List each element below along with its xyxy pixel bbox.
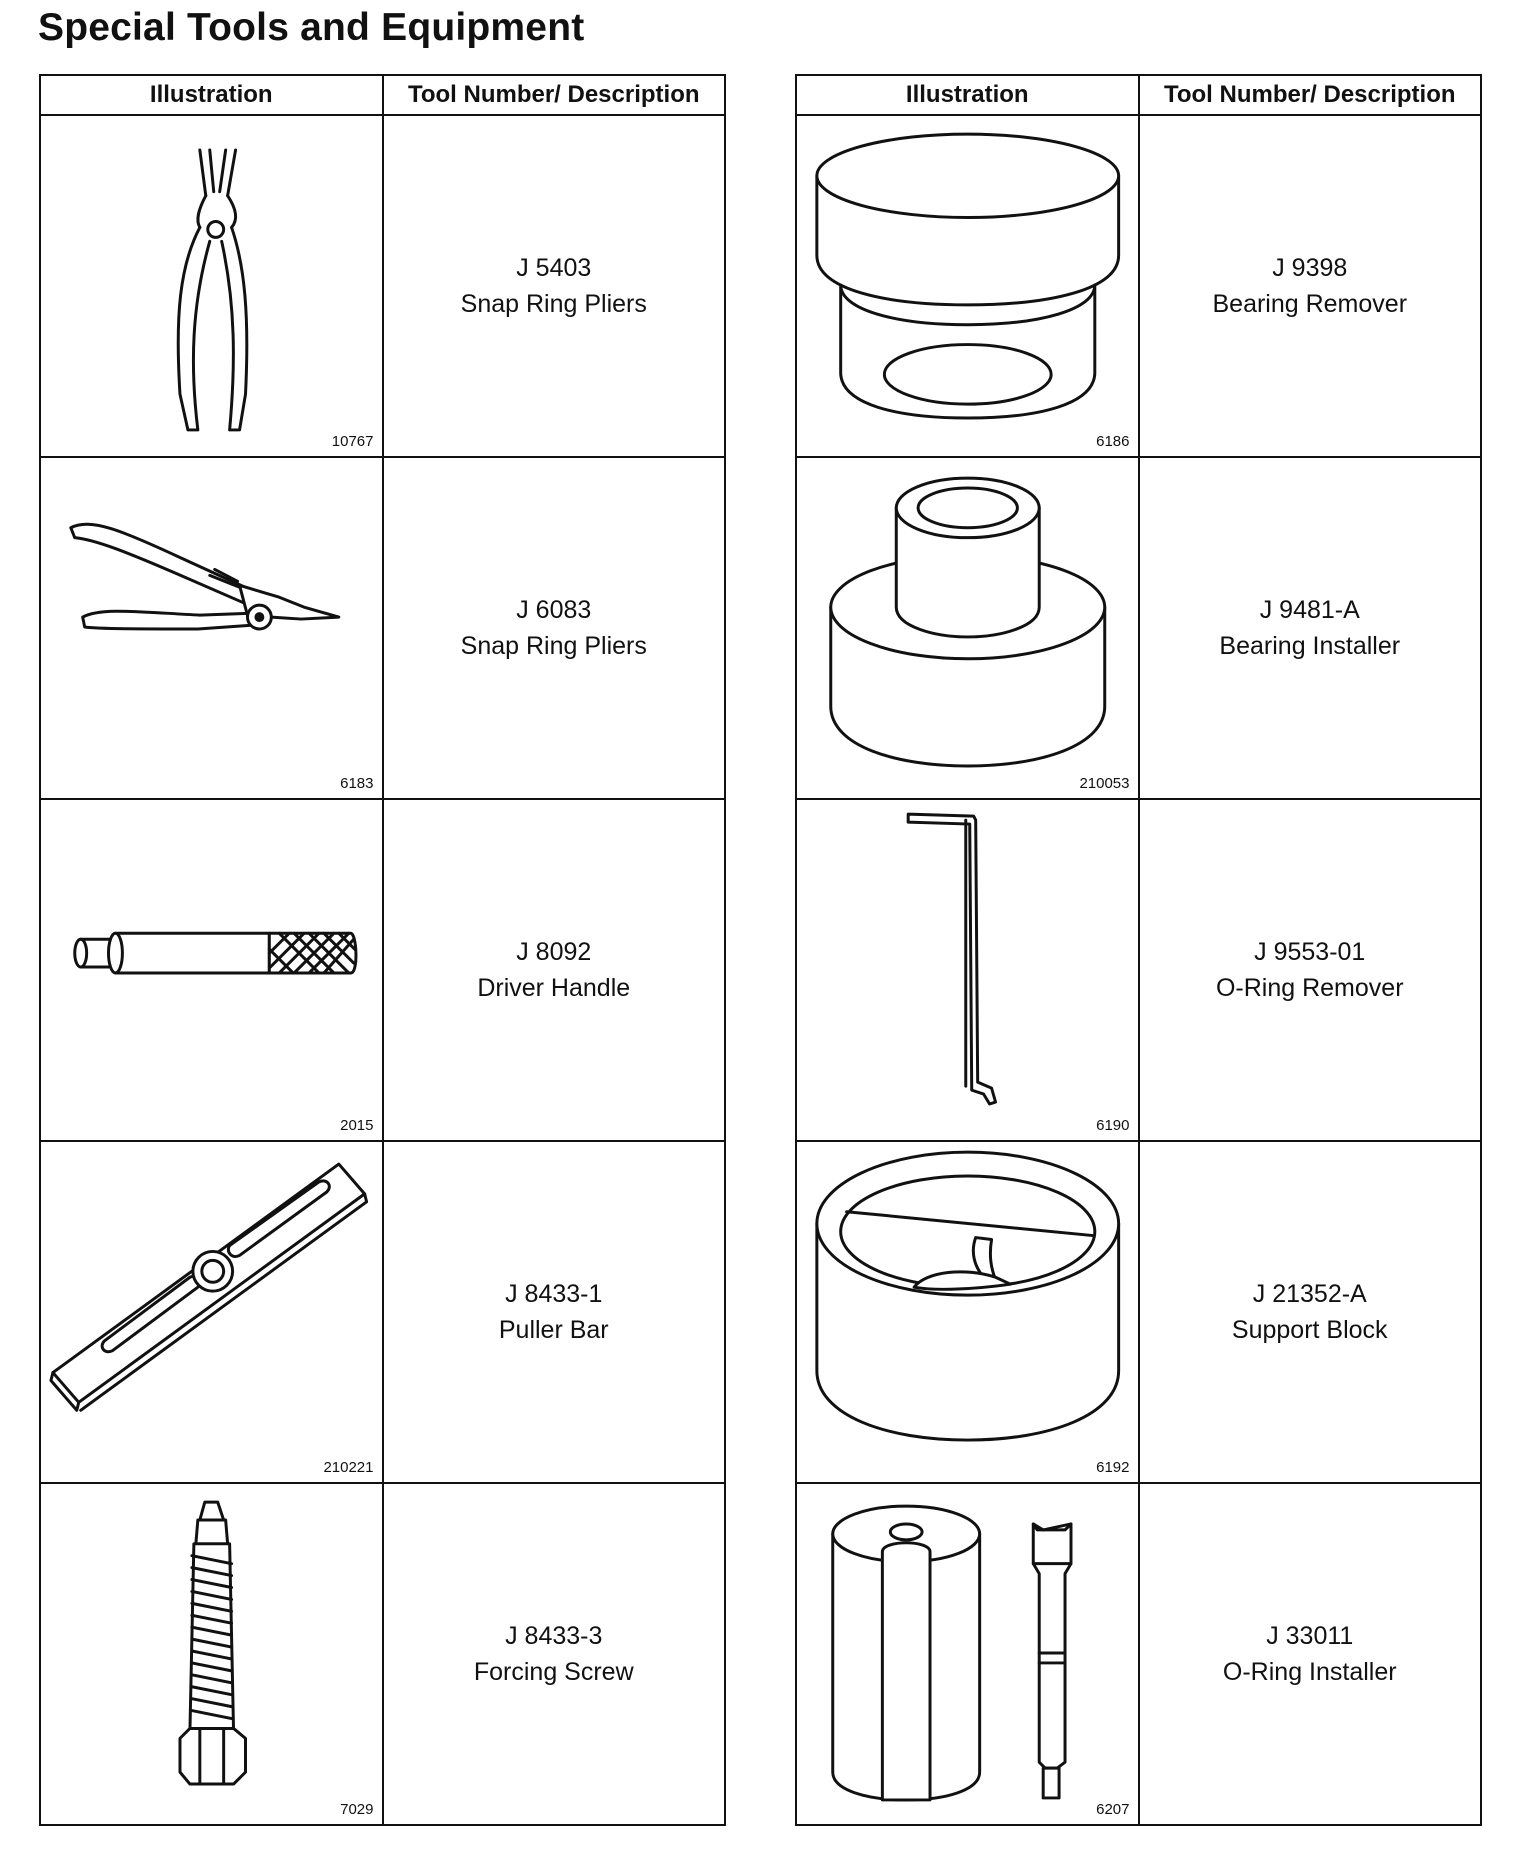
tool-description-cell <box>1139 1141 1482 1483</box>
tool-number: J 33011 <box>1266 1622 1354 1650</box>
page-title: Special Tools and Equipment <box>38 6 585 49</box>
tool-name: Snap Ring Pliers <box>460 290 647 318</box>
tool-description-cell <box>383 457 726 799</box>
figure-number: 210221 <box>323 1459 374 1476</box>
tool-number: J 5403 <box>516 254 592 282</box>
table-row <box>40 115 725 457</box>
table-row <box>40 457 725 799</box>
figure-number: 6183 <box>340 775 374 792</box>
tool-number: J 6083 <box>516 596 592 624</box>
illustration-cell <box>796 115 1139 457</box>
bearing-remover-icon <box>797 116 1138 456</box>
figure-number: 210053 <box>1079 775 1130 792</box>
tool-name: Snap Ring Pliers <box>460 632 647 660</box>
tool-number: J 21352-A <box>1252 1280 1367 1308</box>
tool-description-cell <box>383 115 726 457</box>
table-row <box>796 1483 1481 1825</box>
illustration-cell <box>796 1141 1139 1483</box>
figure-number: 6192 <box>1096 1459 1130 1476</box>
figure-number: 6190 <box>1096 1117 1130 1134</box>
table-row <box>40 1483 725 1825</box>
tool-description-cell <box>1139 799 1482 1141</box>
tool-description-cell <box>383 1141 726 1483</box>
tool-number: J 9553-01 <box>1254 938 1366 966</box>
tool-description-cell <box>1139 457 1482 799</box>
illustration-cell <box>40 115 383 457</box>
tool-number: J 9481-A <box>1259 596 1360 624</box>
tool-description-cell <box>383 799 726 1141</box>
figure-number: 2015 <box>340 1117 374 1134</box>
illustration-cell <box>796 799 1139 1141</box>
figure-number: 6207 <box>1096 1801 1130 1818</box>
table-row <box>40 1141 725 1483</box>
bearing-installer-icon <box>797 458 1138 798</box>
illustration-cell <box>40 799 383 1141</box>
tool-description-cell <box>383 1483 726 1825</box>
tool-description-cell <box>1139 115 1482 457</box>
tool-name: Forcing Screw <box>473 1658 634 1686</box>
tools-table-left <box>39 74 726 1826</box>
tool-name: Puller Bar <box>498 1316 609 1344</box>
tool-name: O-Ring Installer <box>1222 1658 1397 1686</box>
tool-name: Driver Handle <box>477 974 631 1002</box>
illustration-header: Illustration <box>40 75 383 115</box>
table-row <box>40 799 725 1141</box>
tool-description-header: Tool Number/ Description <box>1139 75 1482 115</box>
tool-description-cell <box>1139 1483 1482 1825</box>
snap-ring-pliers-icon <box>41 458 382 798</box>
table-header-row <box>40 75 725 115</box>
illustration-header: Illustration <box>796 75 1139 115</box>
driver-handle-icon <box>41 800 382 1140</box>
o-ring-installer-icon <box>797 1484 1138 1824</box>
tool-name: Support Block <box>1231 1316 1388 1344</box>
tools-table-right <box>795 74 1482 1826</box>
table-row <box>796 799 1481 1141</box>
table-row <box>796 1141 1481 1483</box>
puller-bar-icon <box>41 1142 382 1482</box>
tool-number: J 9398 <box>1272 254 1348 282</box>
snap-ring-pliers-icon <box>41 116 382 456</box>
illustration-cell <box>40 457 383 799</box>
tool-description-header: Tool Number/ Description <box>383 75 726 115</box>
forcing-screw-icon <box>41 1484 382 1824</box>
table-row <box>796 457 1481 799</box>
illustration-cell <box>796 1483 1139 1825</box>
figure-number: 6186 <box>1096 433 1130 450</box>
tool-name: O-Ring Remover <box>1215 974 1404 1002</box>
illustration-cell <box>40 1141 383 1483</box>
tool-number: J 8433-1 <box>505 1280 603 1308</box>
o-ring-remover-icon <box>797 800 1138 1140</box>
support-block-icon <box>797 1142 1138 1482</box>
figure-number: 7029 <box>340 1801 374 1818</box>
illustration-cell <box>796 457 1139 799</box>
figure-number: 10767 <box>331 433 374 450</box>
table-header-row <box>796 75 1481 115</box>
tool-name: Bearing Remover <box>1212 290 1408 318</box>
tool-name: Bearing Installer <box>1219 632 1401 660</box>
tool-number: J 8092 <box>516 938 592 966</box>
tool-number: J 8433-3 <box>505 1622 603 1650</box>
table-row <box>796 115 1481 457</box>
illustration-cell <box>40 1483 383 1825</box>
